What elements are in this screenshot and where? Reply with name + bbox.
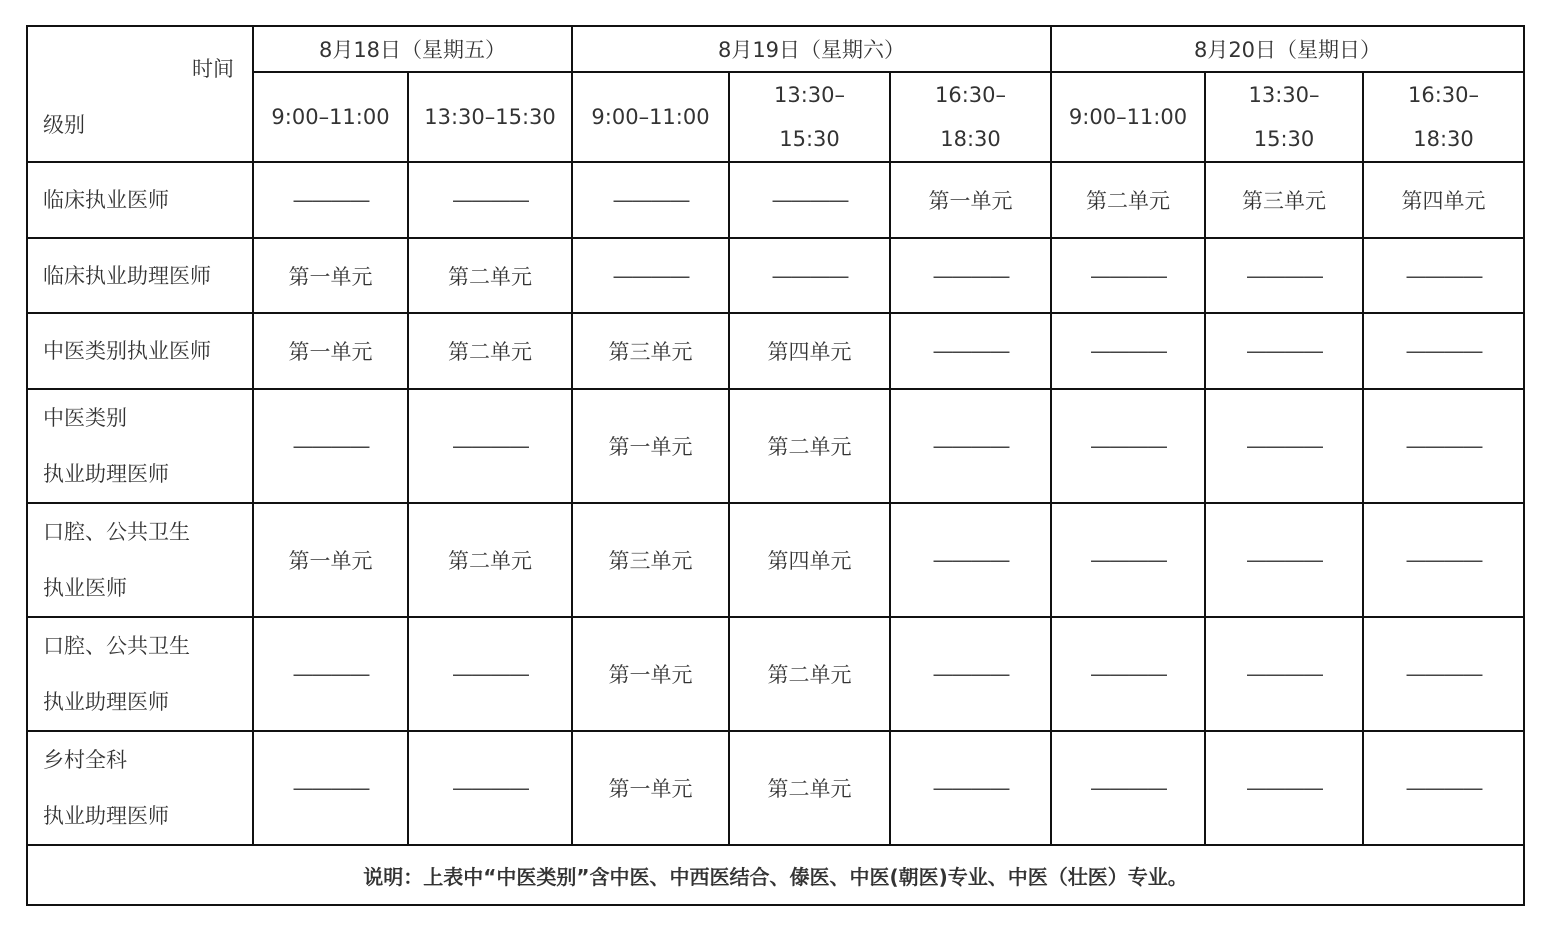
empty-cell-dash: ———— bbox=[1205, 503, 1363, 617]
empty-cell-dash: ———— bbox=[408, 731, 572, 845]
exam-unit-cell: 第一单元 bbox=[253, 238, 408, 313]
empty-cell-dash: ———— bbox=[1051, 503, 1205, 617]
empty-cell-dash: ———— bbox=[1205, 238, 1363, 313]
level-label: 口腔、公共卫生 执业助理医师 bbox=[27, 617, 253, 731]
empty-cell-dash: ———— bbox=[1205, 389, 1363, 503]
level-label: 临床执业助理医师 bbox=[27, 238, 253, 313]
exam-unit-cell: 第三单元 bbox=[572, 313, 729, 389]
exam-unit-cell: 第一单元 bbox=[253, 503, 408, 617]
empty-cell-dash: ———— bbox=[1205, 313, 1363, 389]
empty-cell-dash: ———— bbox=[890, 238, 1051, 313]
empty-cell-dash: ———— bbox=[1051, 617, 1205, 731]
table-row bbox=[27, 617, 1524, 731]
date-header: 8月19日（星期六） bbox=[572, 26, 1051, 72]
empty-cell-dash: ———— bbox=[1363, 731, 1524, 845]
empty-cell-dash: ———— bbox=[1205, 617, 1363, 731]
empty-cell-dash: ———— bbox=[1363, 313, 1524, 389]
exam-unit-cell: 第一单元 bbox=[253, 313, 408, 389]
empty-cell-dash: ———— bbox=[890, 313, 1051, 389]
exam-unit-cell: 第二单元 bbox=[408, 503, 572, 617]
header-corner bbox=[27, 26, 253, 162]
empty-cell-dash: ———— bbox=[1363, 389, 1524, 503]
level-label: 口腔、公共卫生 执业医师 bbox=[27, 503, 253, 617]
level-label: 临床执业医师 bbox=[27, 162, 253, 238]
empty-cell-dash: ———— bbox=[572, 162, 729, 238]
empty-cell-dash: ———— bbox=[408, 389, 572, 503]
empty-cell-dash: ———— bbox=[1363, 238, 1524, 313]
exam-unit-cell: 第二单元 bbox=[408, 313, 572, 389]
level-label: 中医类别 执业助理医师 bbox=[27, 389, 253, 503]
exam-unit-cell: 第四单元 bbox=[729, 503, 890, 617]
exam-unit-cell: 第一单元 bbox=[572, 389, 729, 503]
exam-unit-cell: 第三单元 bbox=[572, 503, 729, 617]
exam-unit-cell: 第二单元 bbox=[729, 731, 890, 845]
empty-cell-dash: ———— bbox=[572, 238, 729, 313]
exam-unit-cell: 第四单元 bbox=[1363, 162, 1524, 238]
date-header-row bbox=[27, 26, 1524, 72]
empty-cell-dash: ———— bbox=[1051, 313, 1205, 389]
empty-cell-dash: ———— bbox=[1205, 731, 1363, 845]
empty-cell-dash: ———— bbox=[408, 617, 572, 731]
exam-schedule-table bbox=[26, 25, 1525, 906]
exam-unit-cell: 第二单元 bbox=[1051, 162, 1205, 238]
date-header: 8月20日（星期日） bbox=[1051, 26, 1524, 72]
empty-cell-dash: ———— bbox=[729, 238, 890, 313]
exam-unit-cell: 第四单元 bbox=[729, 313, 890, 389]
corner-time-label: 时间 bbox=[192, 57, 234, 81]
exam-unit-cell: 第一单元 bbox=[890, 162, 1051, 238]
note-row bbox=[27, 845, 1524, 905]
table-row bbox=[27, 238, 1524, 313]
date-header: 8月18日（星期五） bbox=[253, 26, 572, 72]
level-label: 中医类别执业医师 bbox=[27, 313, 253, 389]
empty-cell-dash: ———— bbox=[1363, 617, 1524, 731]
empty-cell-dash: ———— bbox=[890, 503, 1051, 617]
empty-cell-dash: ———— bbox=[1051, 389, 1205, 503]
table-note: 说明：上表中“中医类别”含中医、中西医结合、傣医、中医(朝医)专业、中医（壮医）专业。 bbox=[27, 845, 1524, 905]
empty-cell-dash: ———— bbox=[253, 162, 408, 238]
exam-unit-cell: 第三单元 bbox=[1205, 162, 1363, 238]
empty-cell-dash: ———— bbox=[890, 389, 1051, 503]
exam-unit-cell: 第一单元 bbox=[572, 731, 729, 845]
empty-cell-dash: ———— bbox=[890, 617, 1051, 731]
empty-cell-dash: ———— bbox=[408, 162, 572, 238]
empty-cell-dash: ———— bbox=[1363, 503, 1524, 617]
table-row bbox=[27, 162, 1524, 238]
exam-unit-cell: 第二单元 bbox=[729, 617, 890, 731]
table-row bbox=[27, 731, 1524, 845]
empty-cell-dash: ———— bbox=[729, 162, 890, 238]
time-slot-header: 13:30–15:30 bbox=[408, 72, 572, 162]
exam-unit-cell: 第二单元 bbox=[729, 389, 890, 503]
level-label: 乡村全科 执业助理医师 bbox=[27, 731, 253, 845]
time-slot-header: 16:30– 18:30 bbox=[1363, 72, 1524, 162]
empty-cell-dash: ———— bbox=[253, 617, 408, 731]
exam-unit-cell: 第一单元 bbox=[572, 617, 729, 731]
empty-cell-dash: ———— bbox=[253, 389, 408, 503]
table-row bbox=[27, 389, 1524, 503]
table-row bbox=[27, 313, 1524, 389]
time-slot-header: 13:30– 15:30 bbox=[1205, 72, 1363, 162]
exam-unit-cell: 第二单元 bbox=[408, 238, 572, 313]
empty-cell-dash: ———— bbox=[1051, 731, 1205, 845]
time-slot-header: 9:00–11:00 bbox=[1051, 72, 1205, 162]
time-slot-header: 13:30– 15:30 bbox=[729, 72, 890, 162]
time-slot-header: 16:30– 18:30 bbox=[890, 72, 1051, 162]
time-slot-header: 9:00–11:00 bbox=[572, 72, 729, 162]
time-slot-header: 9:00–11:00 bbox=[253, 72, 408, 162]
table-row bbox=[27, 503, 1524, 617]
empty-cell-dash: ———— bbox=[253, 731, 408, 845]
empty-cell-dash: ———— bbox=[1051, 238, 1205, 313]
corner-level-label: 级别 bbox=[43, 113, 85, 137]
empty-cell-dash: ———— bbox=[890, 731, 1051, 845]
